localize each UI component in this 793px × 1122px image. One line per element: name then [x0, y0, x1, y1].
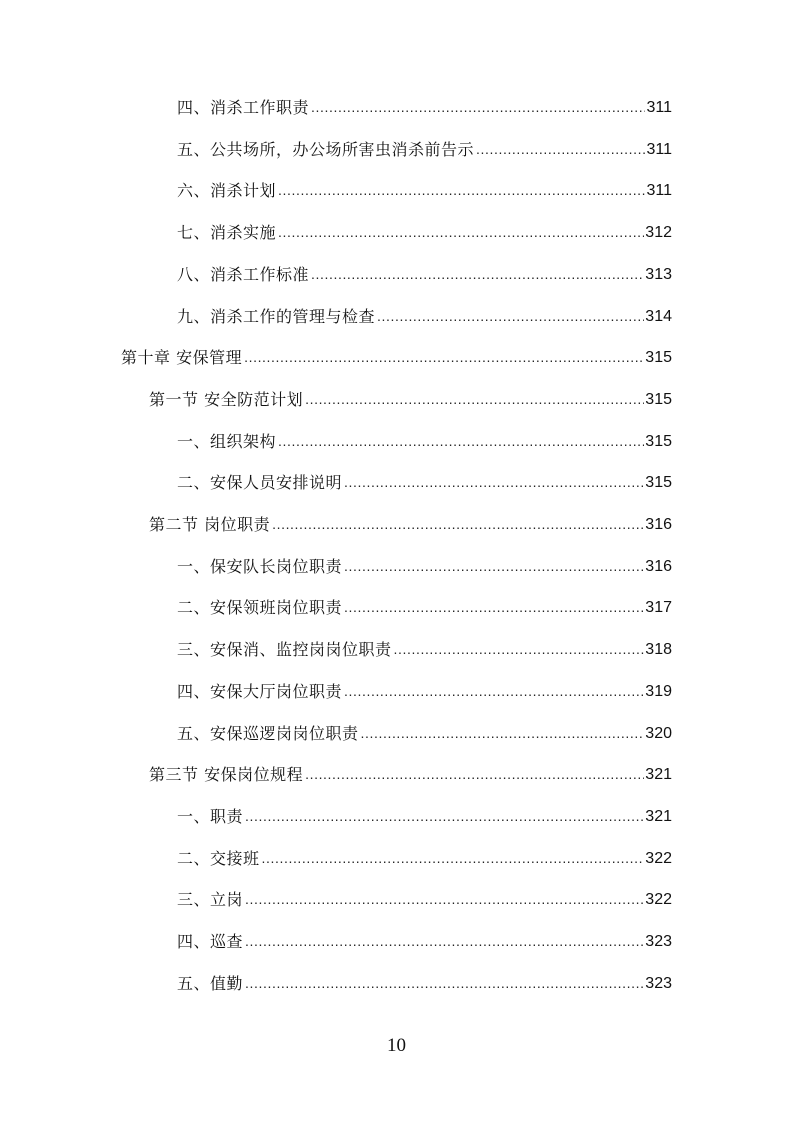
- toc-entry-page: 315: [645, 349, 672, 367]
- toc-entry[interactable]: [177, 430, 672, 454]
- toc-entry-title: 四、消杀工作职责: [177, 98, 310, 117]
- toc-dot-leader: [305, 389, 644, 409]
- toc-entry-title: 第二节 岗位职责: [149, 515, 271, 534]
- toc-dot-leader: [344, 556, 644, 576]
- toc-entry[interactable]: [177, 930, 672, 954]
- toc-dot-leader: [278, 222, 644, 242]
- toc-entry-page: 315: [645, 390, 672, 408]
- toc-dot-leader: [377, 306, 644, 326]
- toc-dot-leader: [245, 973, 644, 993]
- toc-entry[interactable]: [177, 305, 672, 329]
- toc-entry-page: 312: [645, 224, 672, 242]
- toc-entry[interactable]: [177, 888, 672, 912]
- toc-entry[interactable]: [177, 263, 672, 287]
- toc-entry-page: 320: [645, 724, 672, 742]
- toc-entry[interactable]: [177, 471, 672, 495]
- toc-entry[interactable]: [177, 972, 672, 996]
- toc-dot-leader: [361, 723, 645, 743]
- toc-entry-title: 一、保安队长岗位职责: [177, 556, 343, 576]
- toc-entry-page: 315: [645, 474, 672, 492]
- toc-dot-leader: [344, 472, 644, 492]
- toc-dot-leader: [344, 597, 644, 617]
- toc-dot-leader: [244, 347, 644, 367]
- toc-entry-title: 三、安保消、监控岗岗位职责: [177, 640, 392, 660]
- toc-entry-page: 314: [645, 307, 672, 325]
- toc-entry-page: 317: [645, 599, 672, 617]
- toc-entry-title: 第三节 安保岗位规程: [149, 765, 304, 785]
- toc-entry-page: 313: [645, 265, 672, 283]
- toc-entry-page: 321: [645, 766, 672, 784]
- toc-entry[interactable]: [177, 138, 672, 162]
- toc-entry[interactable]: [177, 555, 672, 579]
- toc-entry-title: 二、交接班: [177, 848, 260, 868]
- toc-entry-page: 311: [646, 140, 672, 158]
- toc-dot-leader: [278, 180, 645, 200]
- toc-section-entry[interactable]: [149, 388, 672, 412]
- toc-entry[interactable]: [177, 179, 672, 203]
- toc-entry-page: 323: [645, 974, 672, 992]
- toc-entry-title: 六、消杀计划: [177, 181, 277, 201]
- toc-entry-title: 五、值勤: [177, 973, 244, 993]
- toc-entry-page: 318: [645, 641, 672, 659]
- toc-entry-page: 321: [645, 807, 672, 825]
- page-number: 10: [387, 1035, 406, 1056]
- toc-entry-title: 四、巡查: [177, 932, 244, 951]
- toc-entry[interactable]: [177, 596, 672, 620]
- toc-entry[interactable]: [177, 805, 672, 829]
- toc-dot-leader: [311, 97, 645, 117]
- toc-entry-title: 二、安保人员安排说明: [177, 473, 343, 493]
- toc-dot-leader: [311, 264, 644, 284]
- toc-dot-leader: [245, 931, 644, 951]
- toc-entry-title: 一、职责: [177, 806, 244, 826]
- toc-dot-leader: [344, 681, 644, 701]
- toc-entry-page: 322: [645, 891, 672, 909]
- toc-entry-title: 一、组织架构: [177, 431, 277, 451]
- toc-dot-leader: [272, 514, 644, 534]
- toc-entry-title: 二、安保领班岗位职责: [177, 598, 343, 618]
- toc-entry[interactable]: [177, 722, 672, 746]
- toc-entry-title: 三、立岗: [177, 890, 244, 910]
- toc-section-entry[interactable]: [149, 513, 672, 537]
- toc-entry-title: 七、消杀实施: [177, 223, 277, 243]
- toc-dot-leader: [278, 431, 644, 451]
- toc-dot-leader: [476, 139, 645, 159]
- toc-entry[interactable]: [177, 847, 672, 871]
- toc-entry-page: 315: [645, 432, 672, 450]
- toc-entry-page: 323: [645, 933, 672, 950]
- toc-dot-leader: [394, 639, 645, 659]
- toc-entry-title: 八、消杀工作标准: [177, 264, 310, 284]
- toc-entry-title: 五、安保巡逻岗岗位职责: [177, 723, 359, 743]
- toc-entry-title: 九、消杀工作的管理与检查: [177, 306, 376, 326]
- toc-entry-page: 316: [645, 516, 672, 533]
- toc-entry-page: 311: [646, 182, 672, 200]
- toc-entry-page: 316: [645, 557, 672, 575]
- toc-dot-leader: [245, 806, 644, 826]
- toc-entry-page: 322: [645, 849, 672, 867]
- toc-dot-leader: [245, 889, 644, 909]
- toc-entry-page: 319: [645, 682, 672, 700]
- toc-dot-leader: [262, 848, 645, 868]
- toc-entry-title: 第一节 安全防范计划: [149, 389, 304, 409]
- toc-entry[interactable]: [177, 680, 672, 704]
- toc-entry-title: 四、安保大厅岗位职责: [177, 681, 343, 701]
- toc-entry[interactable]: [177, 221, 672, 245]
- toc-entry[interactable]: [177, 96, 672, 120]
- toc-entry-page: 311: [646, 99, 672, 116]
- toc-dot-leader: [305, 764, 644, 784]
- toc-entry[interactable]: [177, 638, 672, 662]
- toc-entry-title: 五、公共场所，办公场所害虫消杀前告示: [177, 139, 475, 159]
- toc-entry-title: 第十章 安保管理: [121, 348, 243, 368]
- toc-section-entry[interactable]: [149, 763, 672, 787]
- toc-chapter-entry[interactable]: [121, 346, 672, 370]
